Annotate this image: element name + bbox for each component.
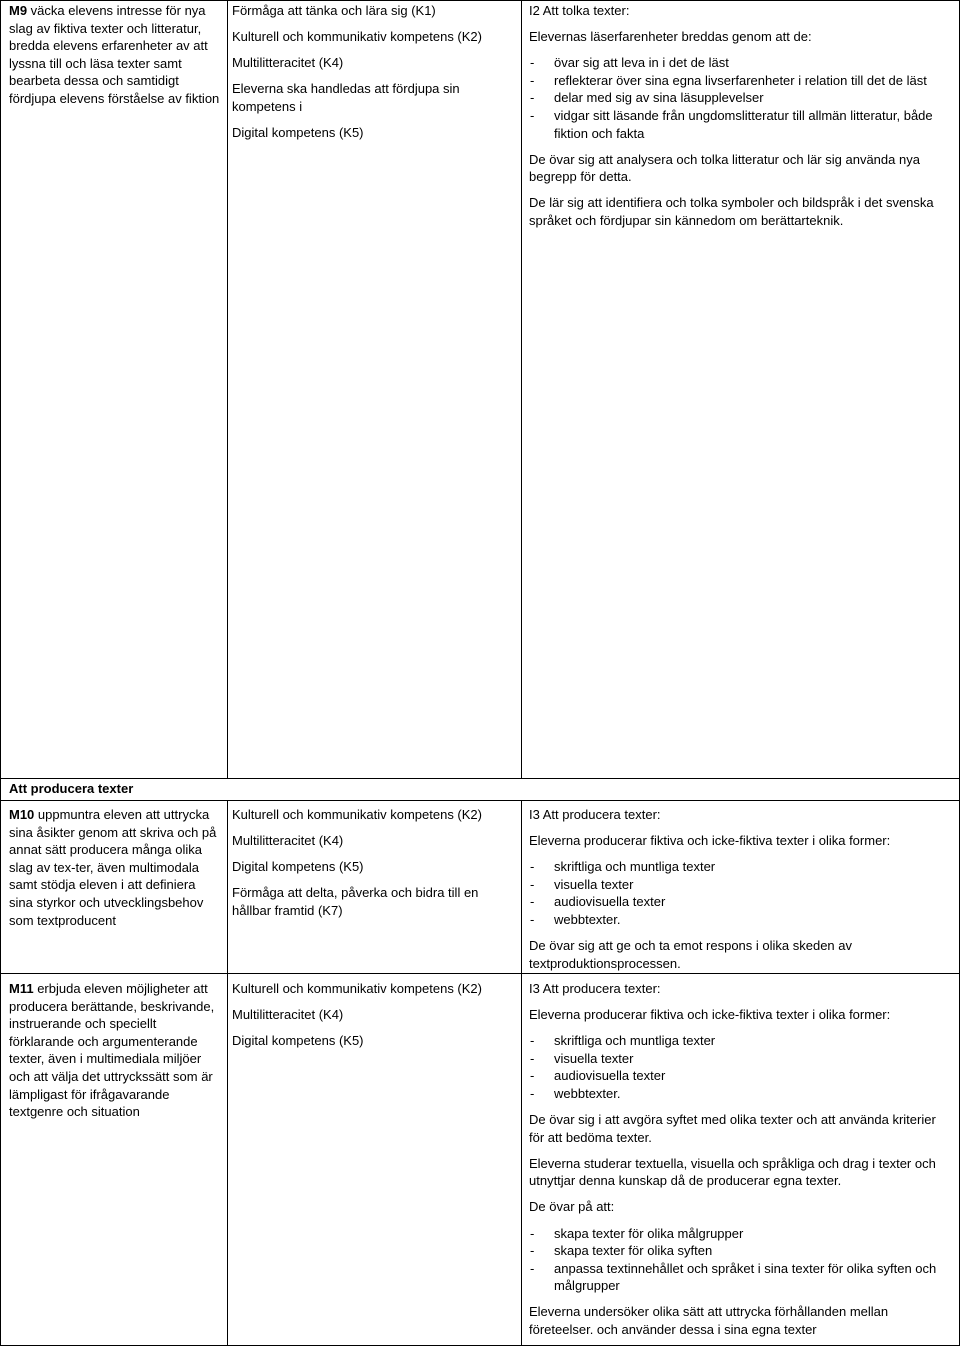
content-paragraph: De övar sig i att avgöra syftet med olika texter och att använda kriterier för att bedöma texter. [529, 1112, 936, 1145]
list-item: - övar sig att leva in i det de läst [529, 54, 953, 72]
list-item: - skriftliga och muntliga texter [529, 858, 953, 876]
content-paragraph: Eleverna undersöker olika sätt att uttrycka förhållanden mellan företeelser. och använder dessa i sina egna texter [529, 1304, 889, 1337]
list-item: - audiovisuella texter [529, 1067, 953, 1085]
list-item: - vidgar sitt läsande från ungdomslitteratur till allmän litteratur, både fiktion och fakta [529, 107, 953, 142]
section-heading-cell [9, 780, 949, 798]
competence-cell-m10 [232, 806, 516, 919]
content-paragraph: De lär sig att identifiera och tolka symboler och bildspråk i det svenska språket och fördjupar sin kännedom om berättarteknik. [529, 195, 934, 228]
competence: Kulturell och kommunikativ kompetens (K2) [232, 29, 482, 45]
competence: Digital kompetens (K5) [232, 124, 364, 140]
goal-code: M10 [9, 807, 35, 822]
competence: Multilitteracitet (K4) [232, 833, 344, 849]
practice-list [529, 1225, 953, 1295]
content-area-intro: Eleverna producerar fiktiva och icke-fiktiva texter i olika former: [529, 833, 891, 849]
table-divider [0, 973, 960, 974]
content-area-title: I3 Att producera texter: [529, 807, 661, 822]
column-divider [227, 0, 228, 778]
content-list [529, 1032, 953, 1102]
competence-note: Eleverna ska handledas att fördjupa sin kompetens i [232, 81, 460, 114]
list-item: - anpassa textinnehållet och språket i sina texter för olika syften och målgrupper [529, 1260, 953, 1295]
goal-text: M10 uppmuntra eleven att uttrycka sina åsikter genom att skriva och på annat sätt producera många olika slag av tex-ter, även multimodala samt stödja eleven i att definiera sina styrkor och utvecklingsbehov som textproducent [9, 807, 217, 928]
competence: Multilitteracitet (K4) [232, 55, 344, 71]
list-item: - reflekterar över sina egna livserfarenheter i relation till det de läst [529, 72, 953, 90]
competence: Digital kompetens (K5) [232, 1033, 364, 1049]
competence-cell-m11 [232, 980, 516, 1050]
content-paragraph: De övar sig att analysera och tolka litteratur och lär sig använda nya begrepp för detta. [529, 151, 920, 185]
table-divider [0, 800, 960, 801]
list-item: - delar med sig av sina läsupplevelser [529, 89, 953, 107]
table-divider [0, 778, 960, 779]
competence-cell-m9 [232, 2, 516, 142]
content-cell-m11 [529, 980, 953, 1339]
content-area-title: I3 Att producera texter: [529, 981, 661, 996]
content-cell-m10 [529, 806, 953, 972]
goal-code: M11 [9, 981, 34, 996]
goal-code: M9 [9, 3, 28, 18]
competence: Multilitteracitet (K4) [232, 1007, 344, 1023]
goal-cell-m11 [9, 980, 221, 1121]
goal-cell-m10 [9, 806, 221, 929]
section-heading: Att producera texter [9, 781, 134, 796]
content-area-intro: Elevernas läserfarenheter breddas genom att de: [529, 29, 812, 45]
list-item: - skapa texter för olika syften [529, 1242, 953, 1260]
list-item: - visuella texter [529, 876, 953, 894]
competence: Digital kompetens (K5) [232, 859, 364, 875]
table-border-left [0, 0, 1, 1346]
content-paragraph: Eleverna studerar textuella, visuella och språkliga och drag i texter och utnyttjar denna kunskap då de producerar egna texter. [529, 1155, 936, 1189]
goal-text: M9 väcka elevens intresse för nya slag av fiktiva texter och litteratur, bredda elevens erfarenheter av att lyssna till och läsa texter samt bearbeta dessa och samtidigt fördjupa elevens förståelse av fiktion [9, 3, 220, 106]
list-item: - skriftliga och muntliga texter [529, 1032, 953, 1050]
list-item: - audiovisuella texter [529, 893, 953, 911]
list-item: - webbtexter. [529, 1085, 953, 1103]
content-list [529, 54, 953, 142]
list-item: - webbtexter. [529, 911, 953, 929]
column-divider [227, 800, 228, 1346]
competence: Förmåga att tänka och lära sig (K1) [232, 3, 436, 18]
competence: Förmåga att delta, påverka och bidra till en hållbar framtid (K7) [232, 885, 479, 918]
goal-text: M11 erbjuda eleven möjligheter att producera berättande, beskrivande, instruerande och speciellt förklarande och argumenterande texter, även i multimediala miljöer och att välja det uttryckssätt som är lämpligast för ifrågavarande textgenre och situation [9, 981, 215, 1120]
content-paragraph: De övar sig att ge och ta emot respons i olika skeden av textproduktionsprocessen. [529, 938, 853, 971]
content-area-intro: Eleverna producerar fiktiva och icke-fiktiva texter i olika former: [529, 1007, 891, 1023]
column-divider [521, 800, 522, 1346]
goal-cell-m9 [9, 2, 221, 108]
list-item: - skapa texter för olika målgrupper [529, 1225, 953, 1243]
column-divider [521, 0, 522, 778]
competence: Kulturell och kommunikativ kompetens (K2) [232, 807, 482, 822]
content-cell-m9 [529, 2, 953, 230]
table-border-top [0, 0, 960, 1]
content-list [529, 858, 953, 928]
practice-intro: De övar på att: [529, 1199, 615, 1215]
content-area-title: I2 Att tolka texter: [529, 3, 630, 18]
competence: Kulturell och kommunikativ kompetens (K2) [232, 981, 482, 996]
list-item: - visuella texter [529, 1050, 953, 1068]
